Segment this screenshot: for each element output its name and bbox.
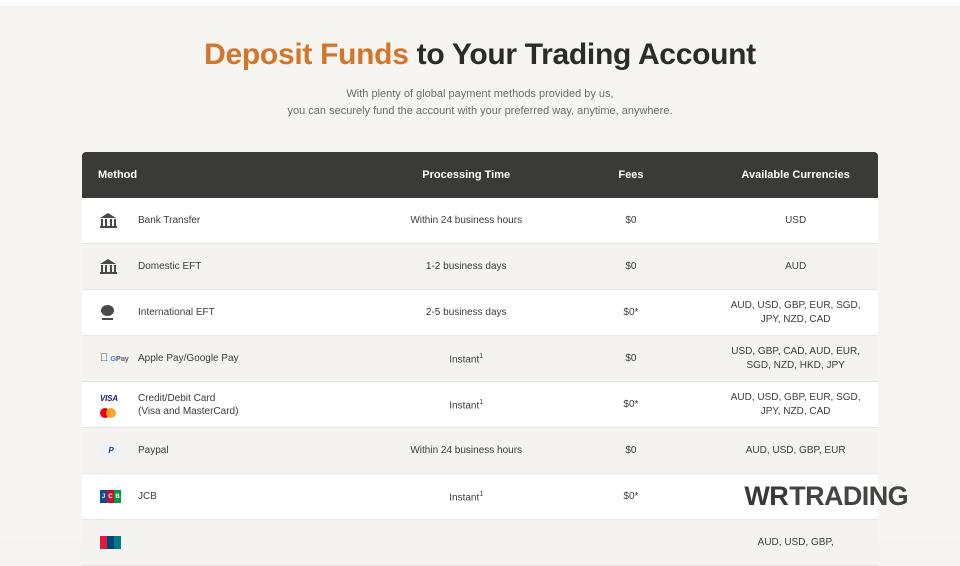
table-header (82, 152, 878, 198)
processing-time-cell: Within 24 business hours (384, 198, 549, 244)
currencies-cell: USD, GBP, CAD, AUD, EUR, SGD, NZD, HKD, JPY (713, 336, 878, 382)
column-header-method: Method (82, 152, 384, 198)
table-header-row (82, 152, 878, 198)
fees-cell: $0 (549, 336, 714, 382)
method-label-main: Credit/Debit Card (138, 392, 216, 404)
method-cell (82, 382, 384, 428)
fees-cell: $0* (549, 290, 714, 336)
processing-time-cell (384, 474, 549, 520)
method-label: Bank Transfer (138, 215, 201, 226)
globe-icon (100, 303, 126, 323)
fees-cell (549, 520, 714, 566)
method-cell (82, 428, 384, 474)
currencies-cell: AUD, USD, GBP, EUR, SGD, JPY, NZD, CAD (713, 382, 878, 428)
column-header-fees: Fees (549, 152, 714, 198)
table-row (82, 290, 878, 336)
method-cell (82, 290, 384, 336)
processing-time-cell (384, 382, 549, 428)
fees-cell: $0* (549, 382, 714, 428)
wr-trading-watermark (744, 481, 908, 512)
method-label: Paypal (138, 445, 169, 456)
page-subtitle-line2: you can securely fund the account with your preferred way, anytime, anywhere. (287, 105, 673, 117)
fees-cell: $0 (549, 428, 714, 474)
method-cell (82, 474, 384, 520)
fees-cell: $0* (549, 474, 714, 520)
processing-time-cell (384, 336, 549, 382)
bank-building-icon (100, 257, 126, 277)
visa-mastercard-icon: VISA (100, 395, 126, 415)
method-label: Domestic EFT (138, 261, 202, 272)
page-subtitle (220, 86, 740, 120)
footnote-marker: 1 (479, 352, 484, 360)
column-header-processing-time: Processing Time (384, 152, 549, 198)
table-row (82, 198, 878, 244)
method-label (138, 392, 238, 418)
page-subtitle-line1: With plenty of global payment methods provided by us, (346, 88, 614, 100)
method-label: Apple Pay/Google Pay (138, 353, 239, 364)
paypal-icon: P (100, 441, 126, 461)
table-row (82, 428, 878, 474)
currencies-cell: AUD, USD, GBP, EUR, SGD, JPY, NZD, CAD (713, 290, 878, 336)
processing-time-text: Instant (449, 492, 480, 504)
table-row (82, 244, 878, 290)
method-cell (82, 520, 384, 566)
method-label-sub: (Visa and MasterCard) (138, 405, 239, 417)
method-label: JCB (138, 491, 157, 502)
table-row (82, 336, 878, 382)
fees-cell: $0 (549, 244, 714, 290)
apple-pay-google-pay-icon: GPay (102, 353, 121, 363)
bank-building-icon (100, 211, 126, 231)
browser-top-strip (0, 0, 960, 7)
page-title-accent: Deposit Funds (204, 38, 409, 71)
column-header-currencies: Available Currencies (713, 152, 878, 198)
watermark-wr: WR (744, 481, 789, 511)
currencies-cell: AUD, USD, GBP, EUR (713, 428, 878, 474)
method-cell (82, 336, 384, 382)
watermark-trading: TRADING (789, 481, 908, 511)
jcb-icon: J C B (100, 487, 126, 507)
page-title-rest: to Your Trading Account (408, 38, 756, 71)
processing-time-cell: 1-2 business days (384, 244, 549, 290)
unionpay-icon (100, 533, 126, 553)
page-title (0, 0, 960, 72)
table-row (82, 382, 878, 428)
currencies-cell: USD (713, 198, 878, 244)
method-cell (82, 198, 384, 244)
footnote-marker: 1 (479, 398, 484, 406)
method-label: International EFT (138, 307, 215, 318)
processing-time-cell: Within 24 business hours (384, 428, 549, 474)
fees-cell: $0 (549, 198, 714, 244)
method-cell (82, 244, 384, 290)
processing-time-cell (384, 520, 549, 566)
table-row (82, 520, 878, 566)
processing-time-cell: 2-5 business days (384, 290, 549, 336)
processing-time-text: Instant (449, 354, 480, 366)
processing-time-text: Instant (449, 400, 480, 412)
currencies-cell: AUD, USD, GBP, (713, 520, 878, 566)
currencies-cell: AUD (713, 244, 878, 290)
footnote-marker: 1 (479, 490, 484, 498)
